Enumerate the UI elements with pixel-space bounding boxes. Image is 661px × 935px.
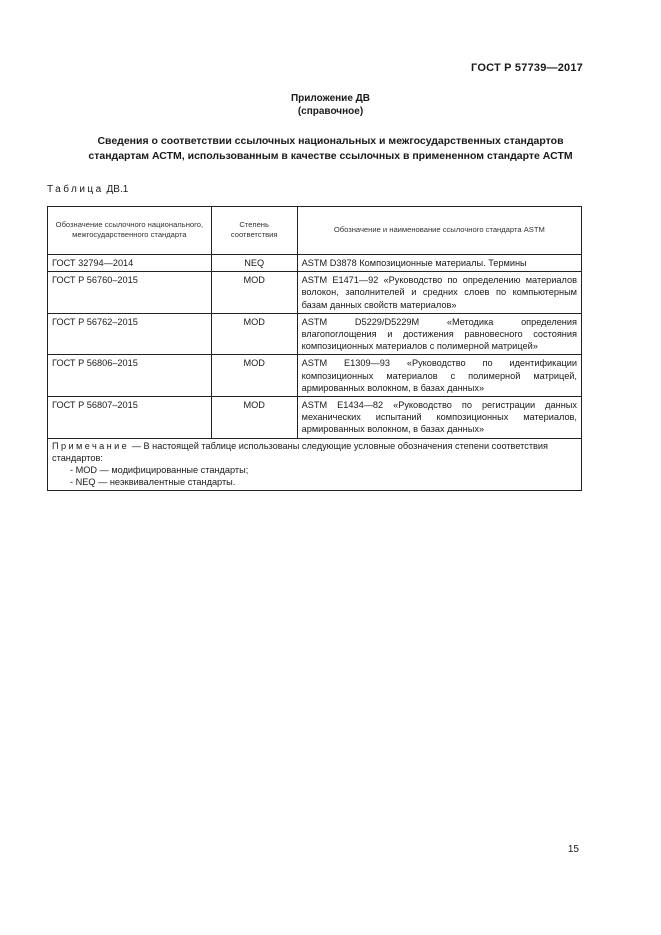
correspondence-table bbox=[47, 206, 582, 491]
table-note-row bbox=[48, 438, 582, 491]
annex-subtitle: (справочное) bbox=[297, 106, 364, 117]
cell-astm: ASTM D3878 Композиционные материалы. Термины bbox=[297, 255, 581, 272]
cell-national: ГОСТ 32794—2014 bbox=[48, 255, 212, 272]
cell-astm: ASTM E1434—82 «Руководство по регистрации данных механических испытаний композиционных материалов, армированных волокном, в базах данных» bbox=[297, 397, 581, 439]
note-text: — В настоящей таблице использованы следующие условные обозначения степени соответствия стандартов: bbox=[52, 440, 549, 463]
table-header-row bbox=[48, 207, 582, 255]
heading-line-2: стандартам АСТМ, использованным в качестве ссылочных в примененном стандарте АСТМ bbox=[88, 150, 573, 162]
cell-national: ГОСТ Р 56760–2015 bbox=[48, 272, 212, 314]
table-row bbox=[48, 313, 582, 355]
cell-degree: MOD bbox=[211, 272, 297, 314]
table-note bbox=[48, 438, 582, 491]
cell-national: ГОСТ Р 56807–2015 bbox=[48, 397, 212, 439]
heading-line-1: Сведения о соответствии ссылочных национальных и межгосударственных стандартов bbox=[97, 135, 564, 147]
document-code: ГОСТ Р 57739—2017 bbox=[471, 62, 583, 74]
table-row bbox=[48, 255, 582, 272]
table-row bbox=[48, 272, 582, 314]
table-caption-number: ДВ.1 bbox=[106, 184, 129, 195]
page-number: 15 bbox=[567, 844, 579, 855]
note-label: Примечание bbox=[52, 440, 130, 451]
annex-title: Приложение ДВ bbox=[290, 93, 371, 104]
section-heading bbox=[40, 134, 621, 164]
cell-astm: ASTM D5229/D5229M «Методика определения влагопоглощения и достижения равновесного состояния композиционных материалов с полимерной матрицей» bbox=[297, 313, 581, 355]
table-row bbox=[48, 397, 582, 439]
cell-astm: ASTM E1471—92 «Руководство по определению материалов волокон, заполнителей и средних слоев по компьютерным базам данных свойств материалов» bbox=[297, 272, 581, 314]
table-caption-label: Таблица bbox=[47, 184, 104, 195]
table-row bbox=[48, 355, 582, 397]
cell-national: ГОСТ Р 56762–2015 bbox=[48, 313, 212, 355]
note-item-mod: - MOD — модифицированные стандарты; bbox=[70, 465, 249, 476]
cell-degree: MOD bbox=[211, 397, 297, 439]
cell-astm: ASTM E1309—93 «Руководство по идентификации композиционных материалов с полимерной матрицей, армированных волокном, в базах данных» bbox=[297, 355, 581, 397]
column-header-astm: Обозначение и наименование ссылочного стандарта ASTM bbox=[297, 207, 581, 255]
column-header-national: Обозначение ссылочного национального, межгосударственного стандарта bbox=[48, 207, 212, 255]
cell-national: ГОСТ Р 56806–2015 bbox=[48, 355, 212, 397]
table-caption bbox=[47, 184, 128, 195]
cell-degree: MOD bbox=[211, 313, 297, 355]
cell-degree: NEQ bbox=[211, 255, 297, 272]
note-item-neq: - NEQ — неэквивалентные стандарты. bbox=[70, 477, 236, 488]
cell-degree: MOD bbox=[211, 355, 297, 397]
annex-header bbox=[0, 92, 661, 118]
column-header-degree: Степень соответствия bbox=[211, 207, 297, 255]
